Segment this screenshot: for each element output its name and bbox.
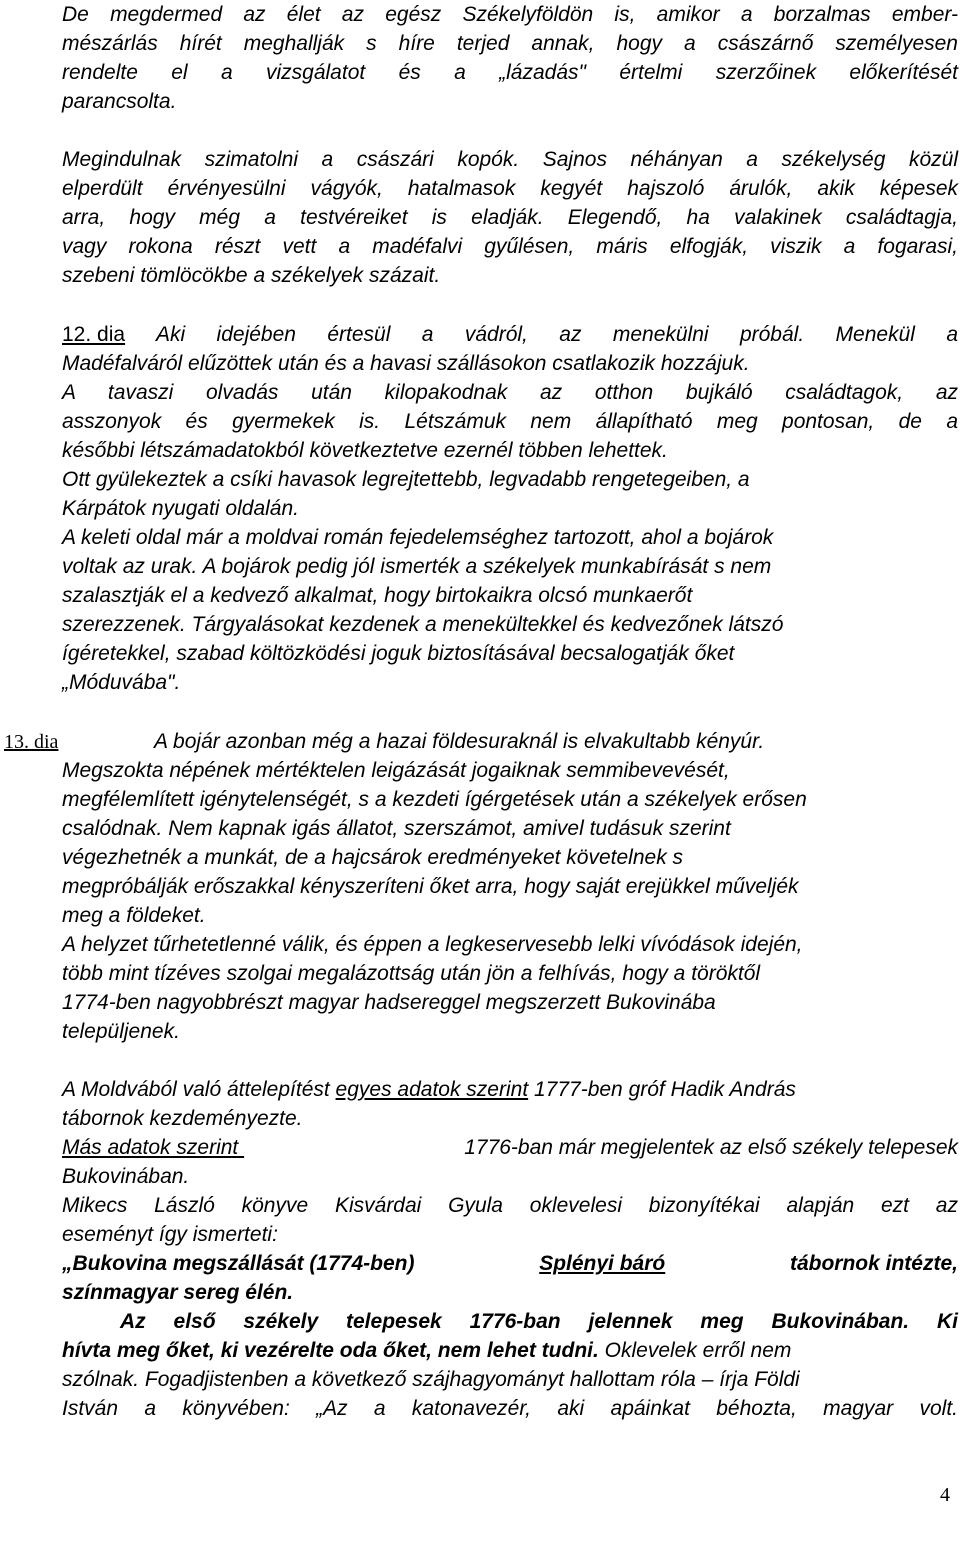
underlined-phrase: Más adatok szerint xyxy=(62,1136,245,1159)
paragraph-line: Más adatok szerint 1776-ban már megjelentek az első székely telepesek xyxy=(62,1133,958,1162)
paragraph-line: Ott gyülekeztek a csíki havasok legrejtettebb, legvadabb rengetegeiben, a xyxy=(62,468,750,491)
slide-12-intro: Aki idejében értesül a vádról, az menekülni próbál. Menekül a xyxy=(156,323,958,346)
paragraph-line: ígéretekkel, szabad költözködési joguk biztosításával becsalogatják őket xyxy=(62,642,735,665)
paragraph-line: Kárpátok nyugati oldalán. xyxy=(62,497,299,520)
paragraph-line: De megdermed az élet az egész Székelyföldön is, amikor a borzalmas ember- xyxy=(62,3,958,26)
paragraph-line: arra, hogy még a testvéreiket is eladják. Elegendő, ha valakinek családtagja, xyxy=(62,206,958,229)
paragraph-line: A helyzet tűrhetetlenné válik, és éppen a legkeservesebb lelki vívódások idején, xyxy=(62,933,803,956)
paragraph-line: voltak az urak. A bojárok pedig jól ismerték a székelyek munkabírását s nem xyxy=(62,555,772,578)
paragraph-line: megfélemlített igénytelenségét, s a kezdeti ígérgetések után a székelyek erősen xyxy=(62,788,807,811)
paragraph-line: rendelte el a vizsgálatot és a „lázadás" értelmi szerzőinek előkerítését xyxy=(62,61,958,84)
paragraph-line: későbbi létszámadatokból következtetve ezernél többen lehettek. xyxy=(62,439,668,462)
paragraph-line: meg a földeket. xyxy=(62,904,206,927)
slide-number-13: 13. dia xyxy=(4,731,59,753)
paragraph-line: vagy rokona részt vett a madéfalvi gyűlésen, máris elfogják, viszik a fogarasi, xyxy=(62,235,958,258)
paragraph-line: mészárlás hírét meghallják s híre terjed annak, hogy a császárnő személyesen xyxy=(62,32,958,55)
paragraph-line: asszonyok és gyermekek is. Létszámuk nem állapítható meg pontosan, de a xyxy=(62,410,958,433)
paragraph-line: A Moldvából való áttelepítést egyes adatok szerint 1777-ben gróf Hadik András xyxy=(62,1078,796,1101)
paragraph-line: Megszokta népének mértéktelen leigázását jogaiknak semmibevevését, xyxy=(62,759,730,782)
paragraph-line: Mikecs László könyve Kisvárdai Gyula oklevelesi bizonyítékai alapján ezt az xyxy=(62,1194,958,1217)
slide-number-12: 12. dia xyxy=(62,323,126,346)
quote-line: hívta meg őket, ki vezérelte oda őket, nem lehet tudni. Oklevelek erről nem xyxy=(62,1339,792,1362)
paragraph-line: parancsolta. xyxy=(62,90,177,113)
underlined-phrase: egyes adatok szerint xyxy=(335,1078,529,1101)
paragraph-line: települjenek. xyxy=(62,1020,180,1043)
quote-line: Az első székely telepesek 1776-ban jelennek meg Bukovinában. Ki xyxy=(120,1310,958,1333)
paragraph-line: tábornok kezdeményezte. xyxy=(62,1107,303,1130)
paragraph-line: szerezzenek. Tárgyalásokat kezdenek a menekültekkel és kedvezőnek látszó xyxy=(62,613,784,636)
quote-line: szólnak. Fogadjistenben a következő szájhagyományt hallottam róla – írja Földi xyxy=(62,1368,800,1391)
paragraph-line: szebeni tömlöcökbe a székelyek százait. xyxy=(62,264,441,287)
slide-13-intro: A bojár azonban még a hazai földesuraknál is elvakultabb kényúr. xyxy=(154,730,765,753)
slide-12-heading-line xyxy=(62,320,958,349)
underlined-name: Splényi báró xyxy=(539,1252,666,1275)
paragraph-line: több mint tízéves szolgai megalázottság után jön a felhívás, hogy a töröktől xyxy=(62,962,761,985)
page-number: 4 xyxy=(940,1484,950,1506)
paragraph-line: Megindulnak szimatolni a császári kopók. Sajnos néhányan a székelység közül xyxy=(62,148,958,171)
paragraph-line: eseményt így ismerteti: xyxy=(62,1223,278,1246)
paragraph-line: „Móduvába". xyxy=(62,671,181,694)
paragraph-line: Madéfalváról elűzöttek után és a havasi szállásokon csatlakozik hozzájuk. xyxy=(62,352,750,375)
paragraph-line: A tavaszi olvadás után kilopakodnak az otthon bujkáló családtagok, az xyxy=(62,381,958,404)
paragraph-line: megpróbálják erőszakkal kényszeríteni őket arra, hogy saját erejükkel műveljék xyxy=(62,875,799,898)
paragraph-line: Bukovinában. xyxy=(62,1165,190,1188)
paragraph-line: 1774-ben nagyobbrészt magyar hadsereggel megszerzett Bukovinába xyxy=(62,991,716,1014)
paragraph-line: szalasztják el a kedvező alkalmat, hogy birtokaikra olcsó munkaerőt xyxy=(62,584,693,607)
paragraph-line: elperdült érvényesülni vágyók, hatalmasok kegyét hajszoló árulók, akik képesek xyxy=(62,177,958,200)
quote-line: színmagyar sereg élén. xyxy=(62,1281,294,1304)
paragraph-line: csalódnak. Nem kapnak igás állatot, szerszámot, amivel tudásuk szerint xyxy=(62,817,731,840)
quote-line: „Bukovina megszállását (1774-ben) Splényi báró tábornok intézte, xyxy=(62,1249,958,1278)
paragraph-line: A keleti oldal már a moldvai román fejedelemséghez tartozott, ahol a bojárok xyxy=(62,526,774,549)
paragraph-line: végezhetnék a munkát, de a hajcsárok eredményeket követelnek s xyxy=(62,846,684,869)
quote-line: István a könyvében: „Az a katonavezér, aki apáinkat béhozta, magyar volt. xyxy=(62,1397,958,1420)
slide-13-heading-line xyxy=(4,727,958,757)
